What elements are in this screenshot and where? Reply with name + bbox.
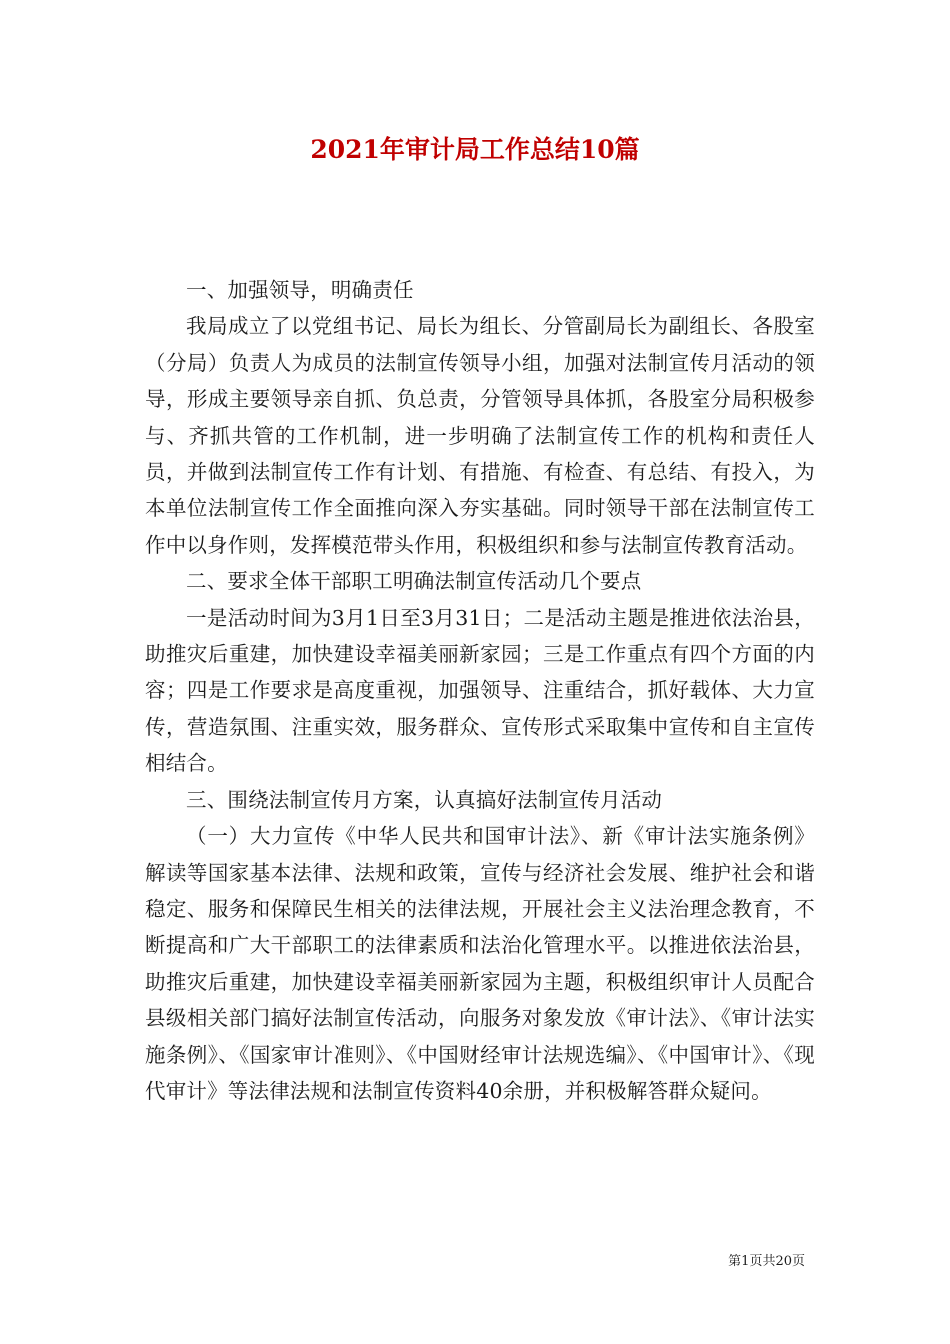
paragraph-2: 一是活动时间为3月1日至3月31日；二是活动主题是推进依法治县，助推灾后重建，加快建设幸福美丽新家园；三是工作重点有四个方面的内容；四是工作要求是高度重视，加强领导、注重结合，抓好载体、大力宣传，营造氛围、注重实效，服务群众、宣传形式采取集中宣传和自主宣传相结合。	[145, 605, 815, 776]
document-body	[145, 272, 815, 1109]
paragraph-1: 我局成立了以党组书记、局长为组长、分管副局长为副组长、各股室（分局）负责人为成员的法制宣传领导小组，加强对法制宣传月活动的领导，形成主要领导亲自抓、负总责，分管领导具体抓，各股室分局积极参与、齐抓共管的工作机制，进一步明确了法制宣传工作的机构和责任人员，并做到法制宣传工作有计划、有措施、有检查、有总结、有投入，为本单位法制宣传工作全面推向深入夯实基础。同时领导干部在法制宣传工作中以身作则，发挥模范带头作用，积极组织和参与法制宣传教育活动。	[145, 314, 815, 557]
paragraph-3: （一）大力宣传《中华人民共和国审计法》、新《审计法实施条例》解读等国家基本法律、法规和政策，宣传与经济社会发展、维护社会和谐稳定、服务和保障民生相关的法律法规，开展社会主义法治理念教育，不断提高和广大干部职工的法律素质和法治化管理水平。以推进依法治县，助推灾后重建，加快建设幸福美丽新家园为主题，积极组织审计人员配合县级相关部门搞好法制宣传活动，向服务对象发放《审计法》、《审计法实施条例》、《国家审计准则》、《中国财经审计法规选编》、《中国审计》、《现代审计》等法律法规和法制宣传资料40余册，并积极解答群众疑问。	[145, 824, 815, 1103]
document-title: 2021年审计局工作总结10篇	[310, 135, 640, 164]
heading-3: 三、围绕法制宣传月方案，认真搞好法制宣传月活动	[186, 787, 663, 812]
page-number: 第1页共20页	[728, 1254, 805, 1269]
heading-1: 一、加强领导，明确责任	[186, 278, 414, 302]
heading-2: 二、要求全体干部职工明确法制宣传活动几个要点	[186, 569, 642, 594]
